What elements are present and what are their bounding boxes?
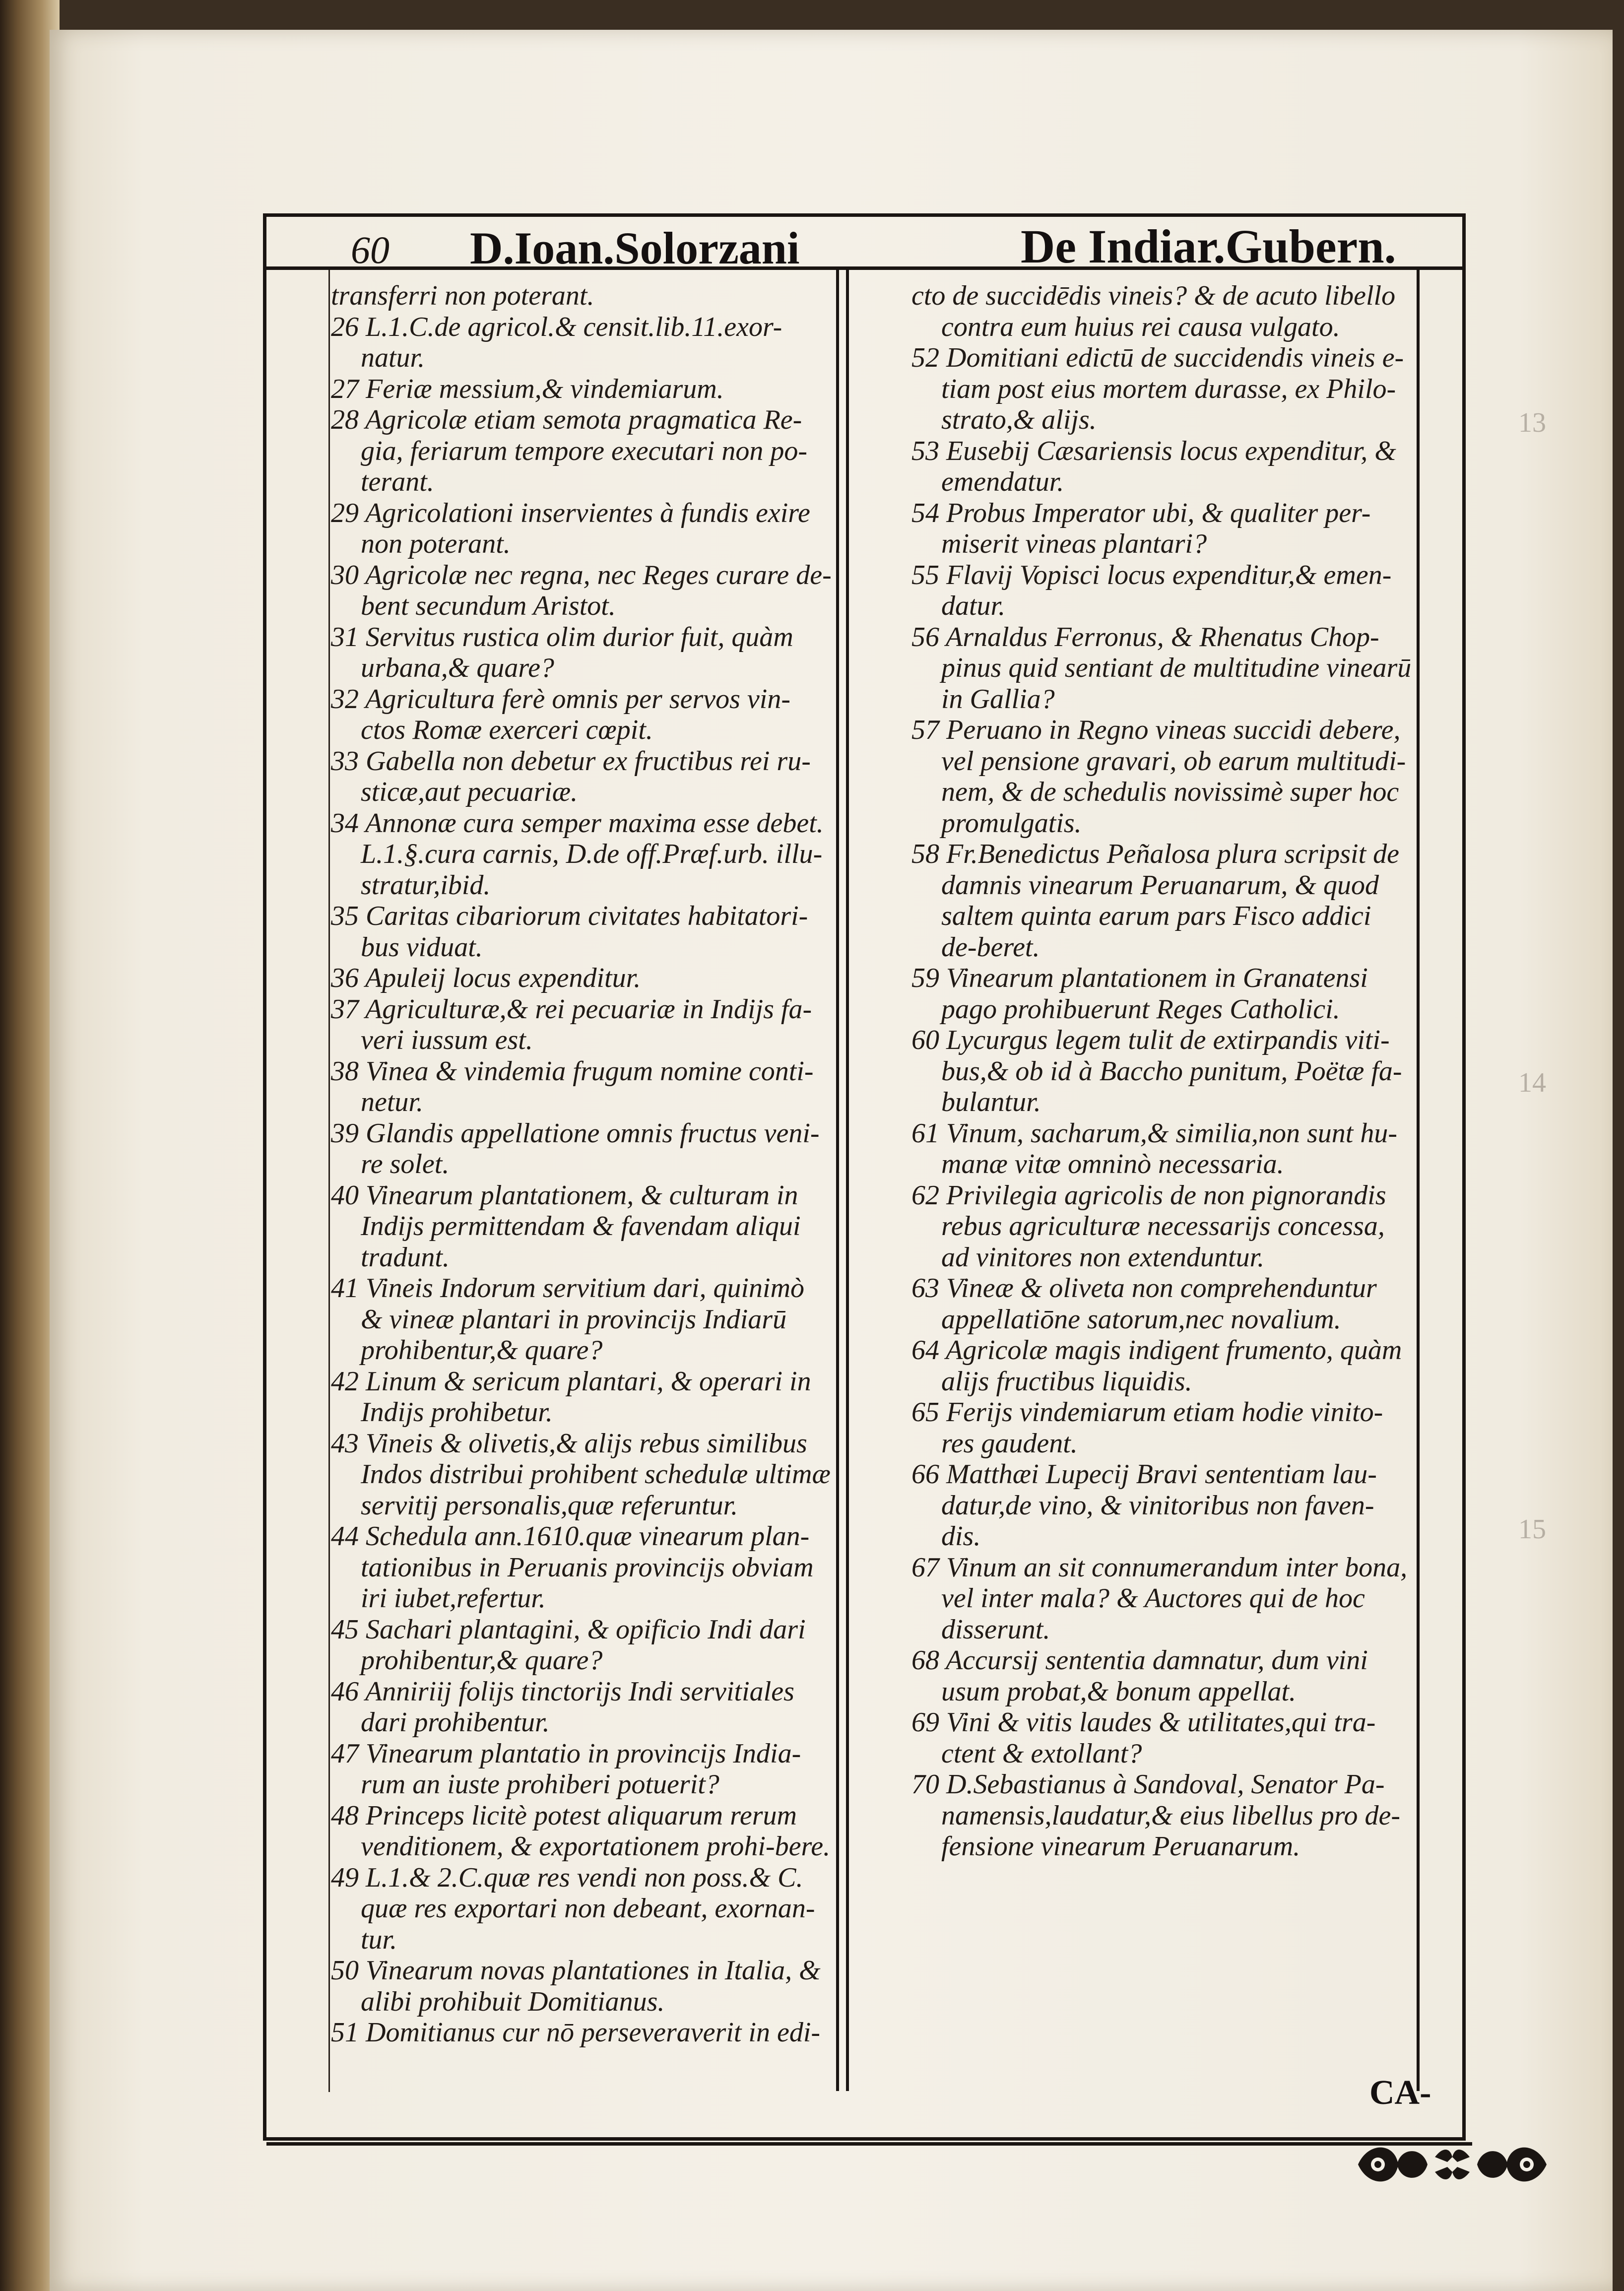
show-through-mark: 14 xyxy=(1518,1067,1546,1098)
summary-entry: 36 Apuleij locus expenditur. xyxy=(331,963,641,993)
catchword: CA- xyxy=(1369,2074,1431,2112)
bottom-rule xyxy=(266,2142,1472,2146)
summary-entry: 40 Vinearum plantationem, & culturam in Indijs permittendam & favendam aliqui tradunt. xyxy=(331,1179,801,1273)
summary-entry: 37 Agriculturæ,& rei pecuariæ in Indijs fa-veri iussum est. xyxy=(331,993,812,1055)
summary-entry: 41 Vineis Indorum servitium dari, quinimò & vineæ plantari in provincijs Indiarū prohibentur,& quare? xyxy=(331,1273,805,1366)
summary-entry: 67 Vinum an sit connumerandum inter bona, vel inter mala? & Auctores qui de hoc disserunt. xyxy=(911,1552,1408,1645)
summary-entry: 64 Agricolæ magis indigent frumento, quàm alijs fructibus liquidis. xyxy=(911,1335,1402,1397)
summary-entry: 34 Annonæ cura semper maxima esse debet. L.1.§.cura carnis, D.de off.Præf.urb. illu-stratur,ibid. xyxy=(331,807,824,901)
summary-entry: 58 Fr.Benedictus Peñalosa plura scripsit de damnis vinearum Peruanarum, & quod saltem quinta earum pars Fisco addici de-beret. xyxy=(911,839,1400,963)
summary-entry: 43 Vineis & olivetis,& alijs rebus similibus Indos distribui prohibent schedulæ ultimæ servitij personalis,quæ referuntur. xyxy=(331,1428,831,1521)
summary-entry: 65 Ferijs vindemiarum etiam hodie vinito-res gaudent. xyxy=(911,1397,1383,1459)
summary-entry: 69 Vini & vitis laudes & utilitates,qui tra-ctent & extollant? xyxy=(911,1707,1376,1769)
summary-entry: 59 Vinearum plantationem in Granatensi pago prohibuerunt Reges Catholici. xyxy=(911,963,1368,1025)
summary-entry: 46 Anniriij folijs tinctorijs Indi servitiales dari prohibentur. xyxy=(331,1676,794,1738)
page-number: 60 xyxy=(351,228,390,271)
summary-entry: 55 Flavij Vopisci locus expenditur,& emen-datur. xyxy=(911,559,1392,621)
summary-entry: 39 Glandis appellatione omnis fructus veni-re solet. xyxy=(331,1117,820,1179)
column-rule xyxy=(328,270,330,2092)
running-title-author: D.Ioan.Solorzani xyxy=(470,223,800,273)
summary-entry: 32 Agricultura ferè omnis per servos vin-ctos Romæ exerceri cœpit. xyxy=(331,683,790,745)
column-rule xyxy=(836,270,839,2091)
summary-entry: 26 L.1.C.de agricol.& censit.lib.11.exor-natur. xyxy=(331,311,782,373)
summary-entry: 33 Gabella non debetur ex fructibus rei ru-sticæ,aut pecuariæ. xyxy=(331,745,811,807)
summary-entry: 49 L.1.& 2.C.quæ res vendi non poss.& C. quæ res exportari non debeant, exornan-tur. xyxy=(331,1862,815,1955)
text-frame xyxy=(263,213,1466,2141)
summary-entry: 51 Domitianus cur nō perseveraverit in edi- xyxy=(331,2017,821,2048)
summary-entry: 28 Agricolæ etiam semota pragmatica Re-gia, feriarum tempore executari non po-terant. xyxy=(331,404,807,497)
summary-entry: 62 Privilegia agricolis de non pignorandis rebus agriculturæ necessarijs concessa, ad vinitores non extenduntur. xyxy=(911,1179,1386,1273)
summary-entry: 70 D.Sebastianus à Sandoval, Senator Pa-namensis,laudatur,& eius libellus pro de-fensione vinearum Peruanarum. xyxy=(911,1769,1401,1862)
summary-entry: 61 Vinum, sacharum,& similia,non sunt hu-manæ vitæ omninò necessaria. xyxy=(911,1117,1397,1179)
summary-entry: 53 Eusebij Cæsariensis locus expenditur, & emendatur. xyxy=(911,435,1396,497)
summary-entry: 60 Lycurgus legem tulit de extirpandis viti-bus,& ob id à Baccho punitum, Poëtæ fa-bulantur. xyxy=(911,1025,1402,1117)
summary-entry: 47 Vinearum plantatio in provincijs India-rum an iuste prohiberi potuerit? xyxy=(331,1738,801,1800)
show-through-mark: 15 xyxy=(1518,1514,1546,1545)
summary-entry: 42 Linum & sericum plantari, & operari in Indijs prohibetur. xyxy=(331,1366,811,1428)
summary-column-left xyxy=(331,280,832,2048)
running-title-work: De Indiar.Gubern. xyxy=(1021,220,1396,273)
summary-entry: 52 Domitiani edictū de succidendis vineis e-tiam post eius mortem durasse, ex Philo-strato,& alijs. xyxy=(911,342,1404,435)
summary-entry: 57 Peruano in Regno vineas succidi debere, vel pensione gravari, ob earum multitudi-nem, & de schedulis novissimè super hoc promulgatis. xyxy=(911,715,1406,839)
summary-entry: 31 Servitus rustica olim durior fuit, quàm urbana,& quare? xyxy=(331,621,793,683)
summary-entry: 44 Schedula ann.1610.quæ vinearum plan-tationibus in Peruanis provincijs obviam iri iubet,refertur. xyxy=(331,1521,814,1614)
running-header xyxy=(266,217,1462,273)
summary-entry: 45 Sachari plantagini, & opificio Indi dari prohibentur,& quare? xyxy=(331,1614,806,1676)
summary-entry: transferri non poterant. xyxy=(331,280,594,311)
column-rule xyxy=(1417,270,1420,2091)
summary-entry: 48 Princeps licitè potest aliquarum rerum venditionem, & exportationem prohi-bere. xyxy=(331,1800,831,1862)
summary-entry: 29 Agricolationi inservientes à fundis exire non poterant. xyxy=(331,497,810,559)
summary-entry: 30 Agricolæ nec regna, nec Reges curare de-bent secundum Aristot. xyxy=(331,559,832,621)
summary-entry: 68 Accursij sententia damnatur, dum vini usum probat,& bonum appellat. xyxy=(911,1645,1368,1707)
summary-entry: 56 Arnaldus Ferronus, & Rhenatus Chop-pinus quid sentiant de multitudine vinearū in Gallia? xyxy=(911,621,1412,715)
summary-entry: 63 Vineæ & oliveta non comprehenduntur appellatiōne satorum,nec novalium. xyxy=(911,1273,1377,1335)
summary-entry: 66 Matthæi Lupecij Bravi sententiam lau-datur,de vino, & vinitoribus non faven-dis. xyxy=(911,1459,1377,1552)
summary-entry: cto de succidēdis vineis? & de acuto libello contra eum huius rei causa vulgato. xyxy=(911,280,1396,342)
fleuron-ornament xyxy=(1348,2127,1557,2202)
show-through-mark: 13 xyxy=(1518,407,1546,438)
summary-entry: 54 Probus Imperator ubi, & qualiter per-miserit vineas plantari? xyxy=(911,497,1371,559)
book-page xyxy=(50,30,1613,2291)
summary-entry: 50 Vinearum novas plantationes in Italia, & alibi prohibuit Domitianus. xyxy=(331,1955,821,2017)
summary-entry: 27 Feriæ messium,& vindemiarum. xyxy=(331,373,724,404)
summary-column-right xyxy=(911,280,1413,1862)
column-rule xyxy=(846,270,849,2091)
summary-entry: 35 Caritas cibariorum civitates habitatori-bus viduat. xyxy=(331,901,808,963)
summary-entry: 38 Vinea & vindemia frugum nomine conti-netur. xyxy=(331,1055,814,1117)
